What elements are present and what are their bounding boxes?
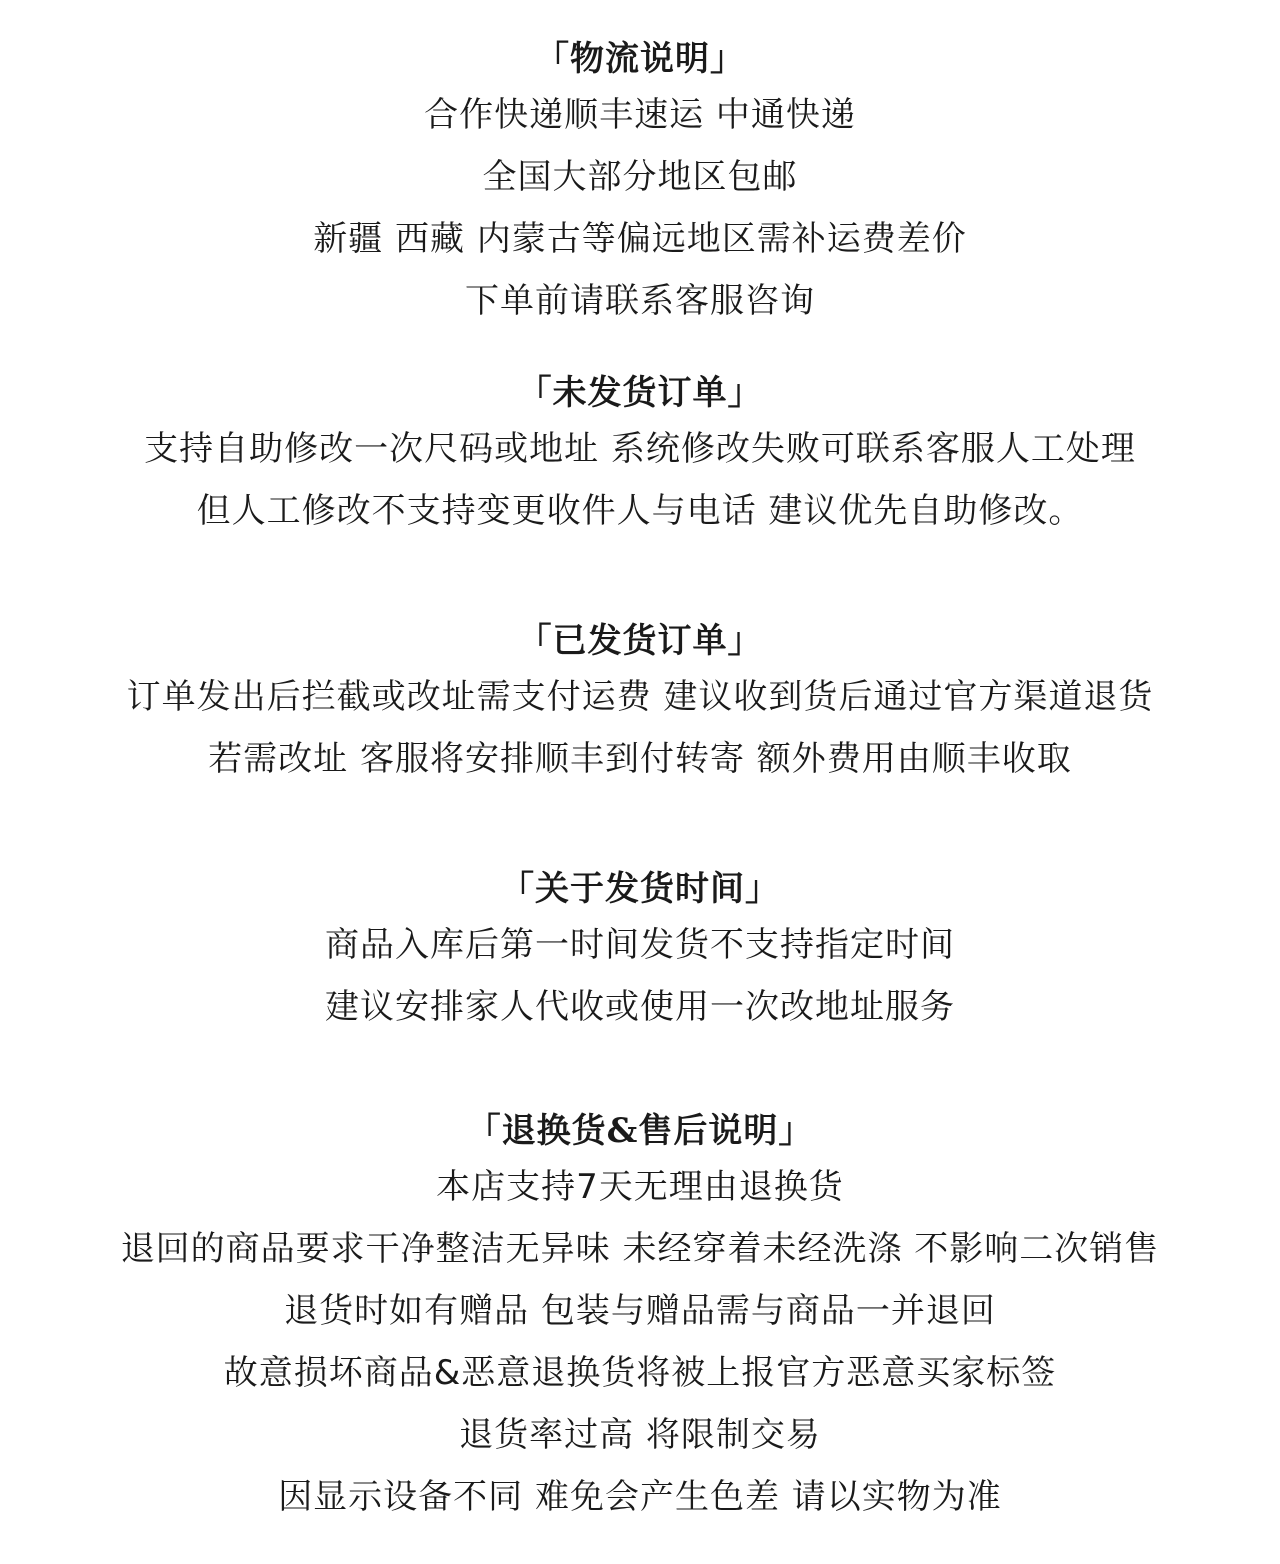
section-heading: 「已发货订单」 [517, 621, 763, 661]
section-line: 支持自助修改一次尺码或地址 系统修改失败可联系客服人工处理 [144, 429, 1136, 469]
logistics-section [0, 34, 1280, 332]
section-line: 但人工修改不支持变更收件人与电话 建议优先自助修改。 [196, 491, 1084, 531]
returns-after-sales-section [0, 1106, 1280, 1528]
section-line: 下单前请联系客服咨询 [465, 281, 815, 321]
section-line: 退货时如有赠品 包装与赠品需与商品一并退回 [284, 1291, 996, 1331]
section-heading: 「物流说明」 [535, 39, 745, 79]
section-line: 订单发出后拦截或改址需支付运费 建议收到货后通过官方渠道退货 [126, 677, 1154, 717]
section-heading: 「关于发货时间」 [500, 869, 780, 909]
section-heading: 「退换货&售后说明」 [466, 1111, 814, 1151]
section-line: 建议安排家人代收或使用一次改地址服务 [325, 987, 955, 1027]
unshipped-orders-section [0, 368, 1280, 542]
section-line: 全国大部分地区包邮 [482, 157, 798, 197]
section-line: 因显示设备不同 难免会产生色差 请以实物为准 [278, 1477, 1002, 1517]
shipping-time-section [0, 864, 1280, 1038]
section-line: 商品入库后第一时间发货不支持指定时间 [325, 925, 955, 965]
section-line: 本店支持7天无理由退换货 [436, 1167, 844, 1207]
section-line: 退货率过高 将限制交易 [459, 1415, 821, 1455]
section-line: 退回的商品要求干净整洁无异味 未经穿着未经洗涤 不影响二次销售 [120, 1229, 1160, 1269]
section-line: 合作快递顺丰速运 中通快递 [424, 95, 856, 135]
section-line: 新疆 西藏 内蒙古等偏远地区需补运费差价 [313, 219, 967, 259]
section-line: 若需改址 客服将安排顺丰到付转寄 额外费用由顺丰收取 [208, 739, 1072, 779]
section-line: 故意损坏商品&恶意退换货将被上报官方恶意买家标签 [223, 1353, 1057, 1393]
shipped-orders-section [0, 616, 1280, 790]
section-heading: 「未发货订单」 [517, 373, 763, 413]
